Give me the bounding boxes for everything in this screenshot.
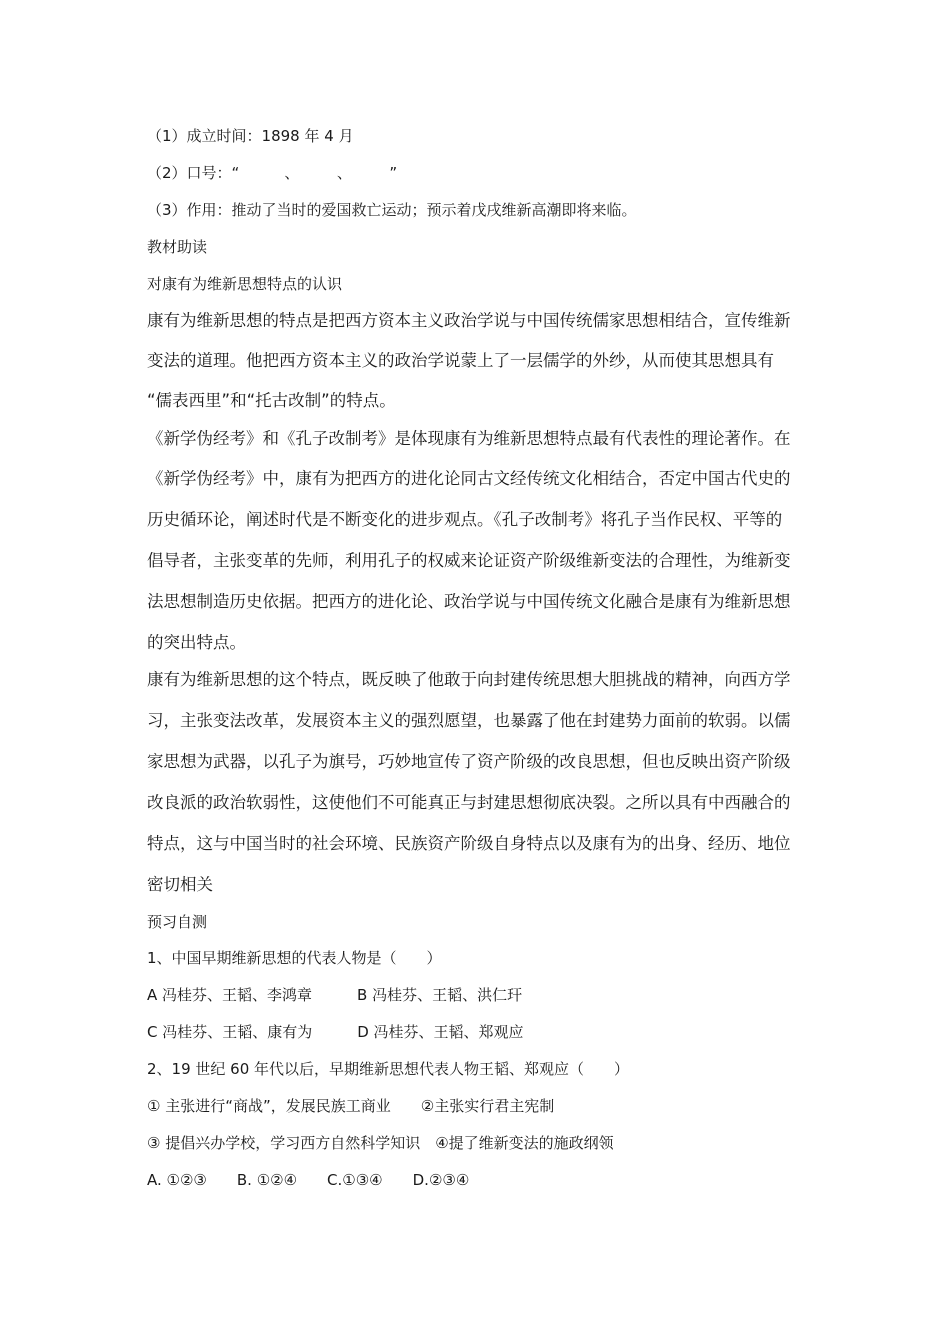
- paragraph-line: 改良派的政治软弱性，这使他们不可能真正与封建思想彻底决裂。之所以具有中西融合的: [147, 793, 791, 812]
- question-2-stem: 2、19 世纪 60 年代以后，早期维新思想代表人物王韬、郑观应（ ）: [147, 1060, 630, 1078]
- question-1-stem: 1、中国早期维新思想的代表人物是（ ）: [147, 949, 442, 967]
- paragraph-line: 特点，这与中国当时的社会环境、民族资产阶级自身特点以及康有为的出身、经历、地位: [147, 834, 791, 853]
- item-slogan: （2）口号：“ 、 、 ”: [147, 164, 398, 182]
- section-heading-test: 预习自测: [147, 913, 208, 931]
- paragraph-line: 法思想制造历史依据。把西方的进化论、政治学说与中国传统文化融合是康有为维新思想: [147, 592, 791, 611]
- paragraph-line: 变法的道理。他把西方资本主义的政治学说蒙上了一层儒学的外纱，从而使其思想具有: [147, 351, 774, 370]
- paragraph-line: 历史循环论，阐述时代是不断变化的进步观点。《孔子改制考》将孔子当作民权、平等的: [147, 510, 783, 529]
- reading-title: 对康有为维新思想特点的认识: [147, 275, 343, 293]
- question-2-statement-line: ③ 提倡兴办学校，学习西方自然科学知识 ④提了维新变法的施政纲领: [147, 1134, 614, 1152]
- paragraph-line: “儒表西里”和“托古改制”的特点。: [147, 391, 396, 410]
- paragraph-line: 《新学伪经考》中，康有为把西方的进化论同古文经传统文化相结合，否定中国古代史的: [147, 469, 791, 488]
- question-2-statement-line: ① 主张进行“商战”，发展民族工商业 ②主张实行君主宪制: [147, 1097, 555, 1115]
- item-founding-time: （1）成立时间：1898 年 4 月: [147, 127, 354, 145]
- section-heading-reading: 教材助读: [147, 238, 208, 256]
- paragraph-line: 康有为维新思想的特点是把西方资本主义政治学说与中国传统儒家思想相结合，宣传维新: [147, 311, 791, 330]
- item-effect: （3）作用：推动了当时的爱国救亡运动；预示着戊戌维新高潮即将来临。: [147, 201, 637, 219]
- paragraph-line: 倡导者，主张变革的先师，利用孔子的权威来论证资产阶级维新变法的合理性，为维新变: [147, 551, 791, 570]
- paragraph-line: 的突出特点。: [147, 633, 246, 652]
- question-1-options-cd: C 冯桂芬、王韬、康有为 D 冯桂芬、王韬、郑观应: [147, 1023, 524, 1041]
- paragraph-line: 康有为维新思想的这个特点，既反映了他敢于向封建传统思想大胆挑战的精神，向西方学: [147, 670, 791, 689]
- paragraph-line: 家思想为武器，以孔子为旗号，巧妙地宣传了资产阶级的改良思想，但也反映出资产阶级: [147, 752, 791, 771]
- paragraph-line: 密切相关: [147, 875, 213, 894]
- paragraph-line: 习，主张变法改革，发展资本主义的强烈愿望，也暴露了他在封建势力面前的软弱。以儒: [147, 711, 791, 730]
- paragraph-line: 《新学伪经考》和《孔子改制考》是体现康有为维新思想特点最有代表性的理论著作。在: [147, 429, 791, 448]
- question-2-options: A. ①②③ B. ①②④ C.①③④ D.②③④: [147, 1171, 470, 1189]
- question-1-options-ab: A 冯桂芬、王韬、李鸿章 B 冯桂芬、王韬、洪仁玕: [147, 986, 523, 1004]
